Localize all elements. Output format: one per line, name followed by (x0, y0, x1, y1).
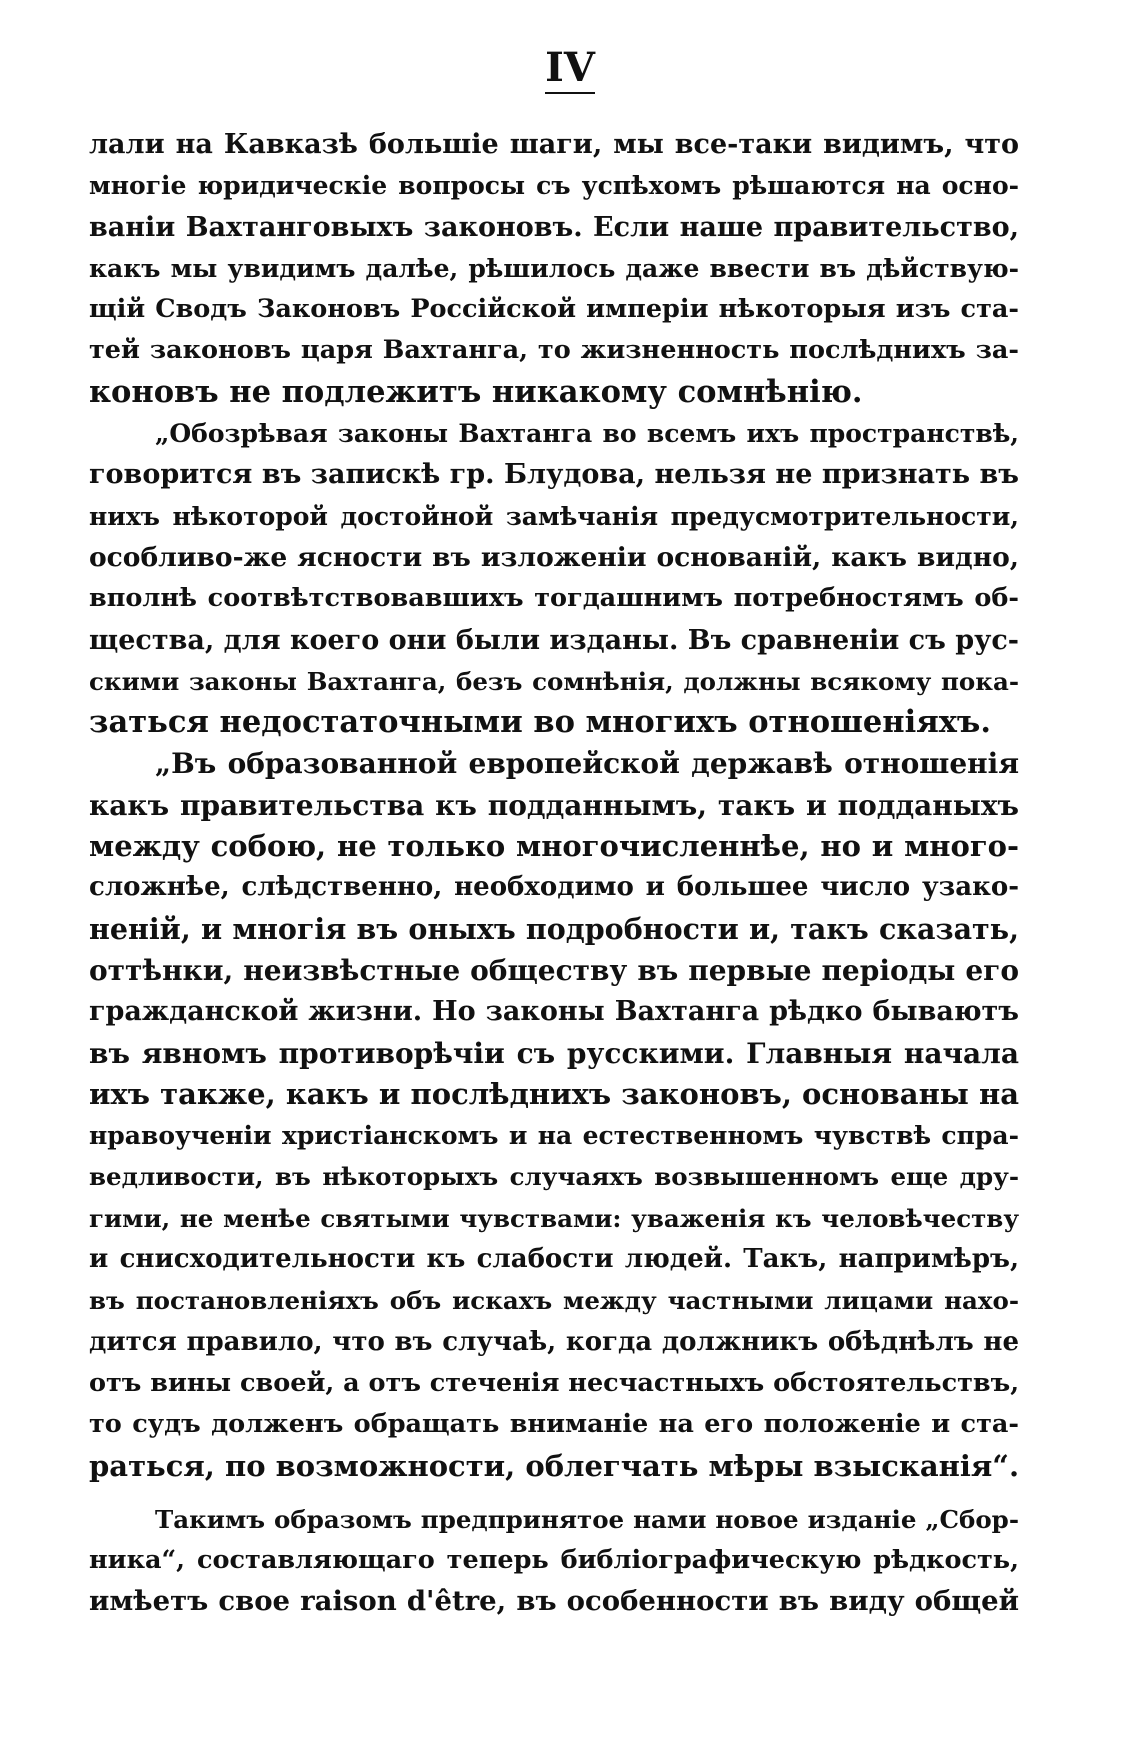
text-line: между собою, не только многочисленнѣе, но и много- (89, 829, 1019, 864)
text-body (89, 124, 1019, 1623)
paragraph-2 (89, 413, 1019, 743)
text-line: говорится въ запискѣ гр. Блудова, нельзя не признать въ (89, 459, 1019, 491)
page-number (0, 44, 1140, 94)
text-line: коновъ не подлежитъ никакому сомнѣнію. (89, 373, 863, 410)
text-line: ваніи Вахтанговыхъ законовъ. Если наше правительство, (89, 211, 1019, 243)
text-line: нравоученіи христіанскомъ и на естественномъ чувствѣ спра- (89, 1121, 1019, 1151)
paragraph-gap (89, 1487, 1019, 1499)
text-line: сложнѣе, слѣдственно, необходимо и большее число узако- (89, 872, 1019, 903)
text-line: гражданской жизни. Но законы Вахтанга рѣдко бываютъ (89, 996, 1019, 1028)
text-line: нихъ нѣкоторой достойной замѣчанія предусмотрительности, (89, 501, 1019, 531)
text-line: то судъ долженъ обращать вниманіе на его положеніе и ста- (89, 1409, 1019, 1440)
text-line: „Въ образованной европейской державѣ отношенія (155, 747, 1019, 781)
text-line: въ явномъ противорѣчіи съ русскими. Главныя начала (89, 1036, 1019, 1070)
paragraph-3 (89, 743, 1019, 1486)
text-line: ихъ также, какъ и послѣднихъ законовъ, основаны на (89, 1076, 1019, 1111)
text-line: ведливости, въ нѣкоторыхъ случаяхъ возвышенномъ еще дру- (89, 1162, 1019, 1192)
text-line: щества, для коего они были изданы. Въ сравненіи съ рус- (89, 624, 1019, 656)
text-line: раться, по возможности, облегчать мѣры взысканія“. (89, 1448, 1020, 1483)
text-line: въ постановленіяхъ объ искахъ между частными лицами нахо- (89, 1286, 1019, 1316)
text-line: имѣетъ свое raison d'être, въ особенности въ виду общей (89, 1585, 1019, 1618)
text-line: оттѣнки, неизвѣстные обществу въ первые періоды его (89, 953, 1019, 987)
text-line: вполнѣ соотвѣтствовавшихъ тогдашнимъ потребностямъ об- (89, 583, 1019, 614)
text-line: гими, не менѣе святыми чувствами: уваженія къ человѣчеству (89, 1203, 1019, 1233)
text-line: дится правило, что въ случаѣ, когда должникъ обѣднѣлъ не (89, 1326, 1019, 1357)
text-line: „Обозрѣвая законы Вахтанга во всемъ ихъ пространствѣ, (155, 419, 1019, 449)
text-line: неній, и многія въ оныхъ подробности и, такъ сказать, (89, 911, 1019, 946)
text-line: какъ мы увидимъ далѣе, рѣшилось даже ввести въ дѣйствую- (89, 253, 1019, 283)
text-line: многіе юридическіе вопросы съ успѣхомъ рѣшаются на осно- (89, 171, 1019, 201)
text-line: особливо-же ясности въ изложеніи основаній, какъ видно, (89, 541, 1019, 573)
text-line: щій Сводъ Законовъ Россійской имперіи нѣкоторыя изъ ста- (89, 294, 1019, 325)
text-line: отъ вины своей, а отъ стеченія несчастныхъ обстоятельствъ, (89, 1367, 1020, 1398)
text-line: заться недостаточными во многихъ отношеніяхъ. (89, 704, 991, 741)
text-line: Такимъ образомъ предпринятое нами новое изданіе „Сбор- (155, 1504, 1019, 1534)
text-line: тей законовъ царя Вахтанга, то жизненность послѣднихъ за- (89, 335, 1019, 366)
text-line: какъ правительства къ подданнымъ, такъ и подданыхъ (89, 788, 1019, 822)
text-line: скими законы Вахтанга, безъ сомнѣнія, должны всякому пока- (89, 666, 1019, 696)
text-line: лали на Кавказѣ большіе шаги, мы все-таки видимъ, что (89, 129, 1019, 160)
text-line: ника“, составляющаго теперь библіографическую рѣдкость, (89, 1545, 1019, 1576)
paragraph-1 (89, 124, 1019, 413)
page-number-text: IV (545, 48, 595, 94)
text-line: и снисходительности къ слабости людей. Такъ, напримѣръ, (89, 1244, 1019, 1275)
paragraph-4 (89, 1499, 1019, 1623)
